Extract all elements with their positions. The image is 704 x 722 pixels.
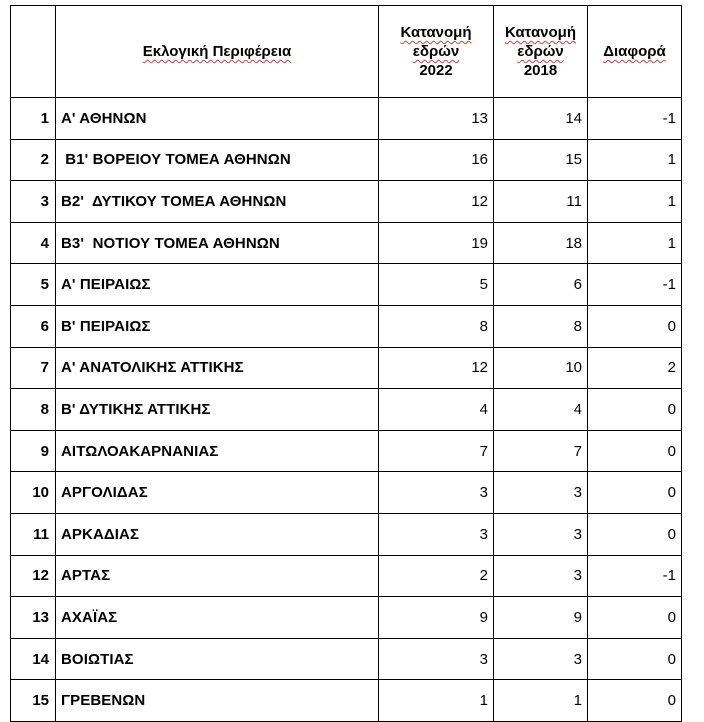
seats-2022-value: 4	[379, 389, 494, 431]
row-number: 3	[11, 181, 56, 223]
seats-2022-value: 1	[379, 680, 494, 722]
seats-2018-value: 1	[494, 680, 588, 722]
seats-2018-value: 7	[494, 430, 588, 472]
seats-2022-value: 12	[379, 181, 494, 223]
row-number: 11	[11, 513, 56, 555]
difference-value: 0	[588, 389, 682, 431]
region-name: Β' ΠΕΙΡΑΙΩΣ	[56, 305, 379, 347]
table-row	[11, 181, 682, 223]
row-number: 8	[11, 389, 56, 431]
seats-2022-value: 13	[379, 98, 494, 140]
seats-2018-value: 11	[494, 181, 588, 223]
seats-2022-value: 12	[379, 347, 494, 389]
header-seats-2022-line3: 2022	[419, 62, 453, 79]
table-row	[11, 139, 682, 181]
difference-value: 0	[588, 472, 682, 514]
difference-value: 0	[588, 638, 682, 680]
seats-2022-value: 19	[379, 222, 494, 264]
header-difference-label: Διαφορά	[603, 43, 666, 60]
table-row	[11, 305, 682, 347]
difference-value: 0	[588, 597, 682, 639]
table-row	[11, 597, 682, 639]
table-row	[11, 472, 682, 514]
header-seats-2022	[379, 6, 494, 98]
header-seats-2022-line2: εδρών	[412, 43, 460, 60]
table-row	[11, 222, 682, 264]
header-seats-2018-line2: εδρών	[517, 43, 564, 60]
region-name: Α' ΑΝΑΤΟΛΙΚΗΣ ΑΤΤΙΚΗΣ	[56, 347, 379, 389]
difference-value: 1	[588, 139, 682, 181]
row-number: 15	[11, 680, 56, 722]
row-number: 13	[11, 597, 56, 639]
region-name: ΓΡΕΒΕΝΩΝ	[56, 680, 379, 722]
region-name: Β3' ΝΟΤΙΟΥ ΤΟΜΕΑ ΑΘΗΝΩΝ	[56, 222, 379, 264]
difference-value: 1	[588, 181, 682, 223]
header-region	[56, 6, 379, 98]
table-row	[11, 555, 682, 597]
row-number: 2	[11, 139, 56, 181]
region-name: Β1' ΒΟΡΕΙΟΥ ΤΟΜΕΑ ΑΘΗΝΩΝ	[56, 139, 379, 181]
seats-2018-value: 14	[494, 98, 588, 140]
header-seats-2018-line3: 2018	[523, 62, 558, 79]
header-seats-2018-line1: Κατανομή	[504, 24, 577, 41]
region-name: ΑΡΚΑΔΙΑΣ	[56, 513, 379, 555]
difference-value: 0	[588, 680, 682, 722]
table-row	[11, 430, 682, 472]
seats-2022-value: 16	[379, 139, 494, 181]
difference-value: 2	[588, 347, 682, 389]
table-row	[11, 513, 682, 555]
header-number-cell	[11, 6, 56, 98]
row-number: 12	[11, 555, 56, 597]
table-row	[11, 680, 682, 722]
table-row	[11, 389, 682, 431]
seats-2018-value: 3	[494, 555, 588, 597]
header-seats-2018	[494, 6, 588, 98]
row-number: 10	[11, 472, 56, 514]
row-number: 6	[11, 305, 56, 347]
seats-2022-value: 9	[379, 597, 494, 639]
seats-2022-value: 2	[379, 555, 494, 597]
seats-2022-value: 7	[379, 430, 494, 472]
seat-allocation-table	[10, 5, 682, 722]
region-name: Β' ΔΥΤΙΚΗΣ ΑΤΤΙΚΗΣ	[56, 389, 379, 431]
header-region-label: Εκλογική Περιφέρεια	[142, 43, 292, 60]
row-number: 14	[11, 638, 56, 680]
region-name: Β2' ΔΥΤΙΚΟΥ ΤΟΜΕΑ ΑΘΗΝΩΝ	[56, 181, 379, 223]
seats-2018-value: 18	[494, 222, 588, 264]
seats-2022-value: 5	[379, 264, 494, 306]
region-name: ΒΟΙΩΤΙΑΣ	[56, 638, 379, 680]
seats-2018-value: 3	[494, 472, 588, 514]
table-body	[11, 98, 682, 722]
row-number: 4	[11, 222, 56, 264]
seats-2022-value: 8	[379, 305, 494, 347]
header-seats-2022-line1: Κατανομή	[400, 24, 472, 41]
seats-2022-value: 3	[379, 513, 494, 555]
region-name: ΑΡΓΟΛΙΔΑΣ	[56, 472, 379, 514]
seats-2018-value: 8	[494, 305, 588, 347]
document-page	[10, 5, 682, 722]
difference-value: -1	[588, 264, 682, 306]
seats-2018-value: 3	[494, 638, 588, 680]
region-name: ΑΧΑΪΑΣ	[56, 597, 379, 639]
region-name: Α' ΑΘΗΝΩΝ	[56, 98, 379, 140]
seats-2018-value: 6	[494, 264, 588, 306]
difference-value: 1	[588, 222, 682, 264]
seats-2018-value: 15	[494, 139, 588, 181]
seats-2018-value: 3	[494, 513, 588, 555]
seats-2018-value: 4	[494, 389, 588, 431]
header-row	[11, 6, 682, 98]
seats-2018-value: 10	[494, 347, 588, 389]
row-number: 5	[11, 264, 56, 306]
table-row	[11, 98, 682, 140]
difference-value: 0	[588, 430, 682, 472]
row-number: 1	[11, 98, 56, 140]
region-name: Α' ΠΕΙΡΑΙΩΣ	[56, 264, 379, 306]
difference-value: 0	[588, 513, 682, 555]
seats-2018-value: 9	[494, 597, 588, 639]
difference-value: 0	[588, 305, 682, 347]
difference-value: -1	[588, 555, 682, 597]
seats-2022-value: 3	[379, 638, 494, 680]
seats-2022-value: 3	[379, 472, 494, 514]
row-number: 9	[11, 430, 56, 472]
row-number: 7	[11, 347, 56, 389]
table-row	[11, 638, 682, 680]
difference-value: -1	[588, 98, 682, 140]
region-name: ΑΙΤΩΛΟΑΚΑΡΝΑΝΙΑΣ	[56, 430, 379, 472]
table-row	[11, 264, 682, 306]
header-difference	[588, 6, 682, 98]
region-name: ΑΡΤΑΣ	[56, 555, 379, 597]
table-row	[11, 347, 682, 389]
